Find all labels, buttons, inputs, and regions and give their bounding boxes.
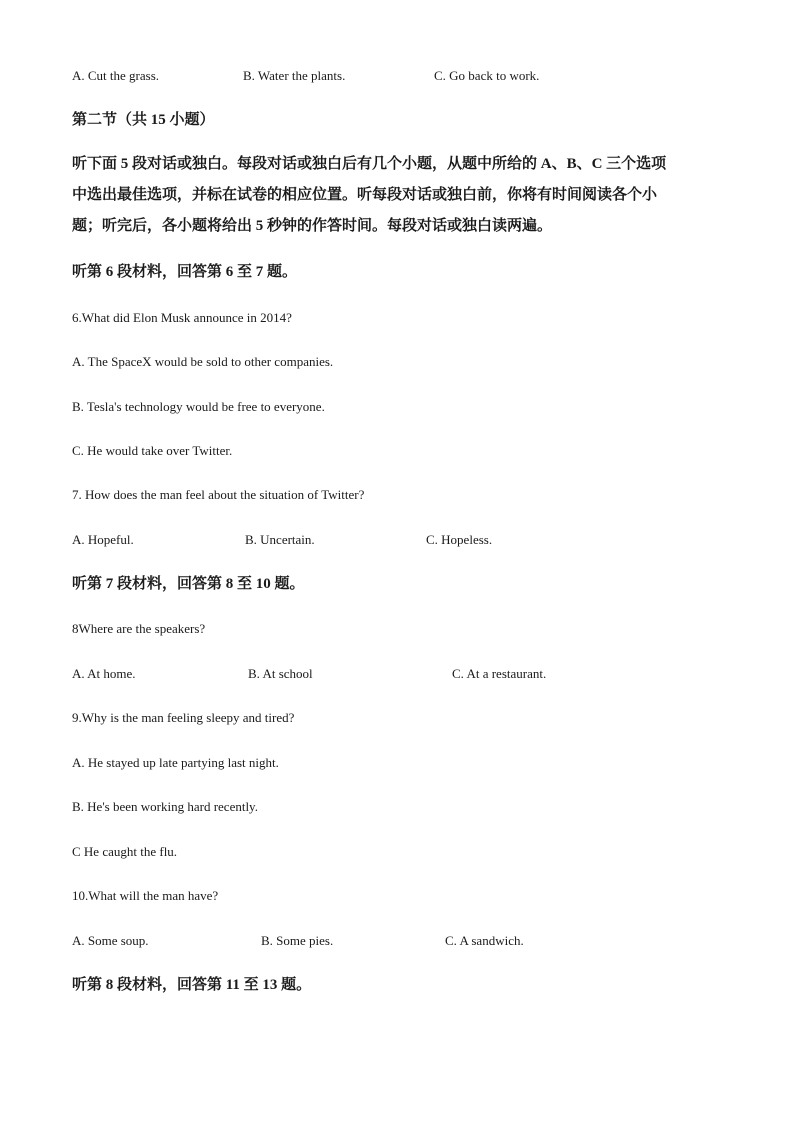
q8-option-c: C. At a restaurant. bbox=[452, 666, 547, 681]
q8-option-a: A. At home. bbox=[72, 666, 136, 681]
q5-option-b: B. Water the plants. bbox=[243, 68, 346, 83]
instructions-line-1: 听下面 5 段对话或独白。每段对话或独白后有几个小题，从题中所给的 A、B、C 三个选项 bbox=[72, 156, 667, 172]
q6-option-a: A. The SpaceX would be sold to other companies. bbox=[72, 354, 334, 369]
q7-question: 7. How does the man feel about the situation of Twitter? bbox=[72, 487, 365, 502]
passage7-heading: 听第 7 段材料，回答第 8 至 10 题。 bbox=[72, 576, 305, 592]
q9-option-b: B. He's been working hard recently. bbox=[72, 799, 258, 814]
section2-instructions bbox=[72, 149, 727, 242]
q5-option-a: A. Cut the grass. bbox=[72, 68, 160, 83]
q8-option-b: B. At school bbox=[248, 666, 313, 681]
passage8-heading: 听第 8 段材料，回答第 11 至 13 题。 bbox=[72, 977, 312, 993]
q6-question: 6.What did Elon Musk announce in 2014? bbox=[72, 310, 292, 325]
q6-option-b: B. Tesla's technology would be free to everyone. bbox=[72, 399, 325, 414]
q9-option-c: C He caught the flu. bbox=[72, 844, 178, 859]
q7-option-b: B. Uncertain. bbox=[245, 532, 315, 547]
q10-question: 10.What will the man have? bbox=[72, 888, 219, 903]
q10-option-a: A. Some soup. bbox=[72, 933, 149, 948]
q7-option-c: C. Hopeless. bbox=[426, 532, 493, 547]
q9-question: 9.Why is the man feeling sleepy and tired? bbox=[72, 710, 295, 725]
passage6-heading: 听第 6 段材料，回答第 6 至 7 题。 bbox=[72, 264, 298, 280]
section2-title: 第二节（共 15 小题） bbox=[72, 112, 215, 128]
q6-option-c: C. He would take over Twitter. bbox=[72, 443, 233, 458]
q9-option-a: A. He stayed up late partying last night. bbox=[72, 755, 279, 770]
q10-option-b: B. Some pies. bbox=[261, 933, 334, 948]
q5-option-c: C. Go back to work. bbox=[434, 68, 540, 83]
instructions-line-2: 中选出最佳选项，并标在试卷的相应位置。听每段对话或独白前，你将有时间阅读各个小 bbox=[72, 187, 658, 203]
q7-option-a: A. Hopeful. bbox=[72, 532, 134, 547]
q10-option-c: C. A sandwich. bbox=[445, 933, 524, 948]
instructions-line-3: 题；听完后，各小题将给出 5 秒钟的作答时间。每段对话或独白读两遍。 bbox=[72, 218, 553, 234]
q8-question: 8Where are the speakers? bbox=[72, 621, 206, 636]
